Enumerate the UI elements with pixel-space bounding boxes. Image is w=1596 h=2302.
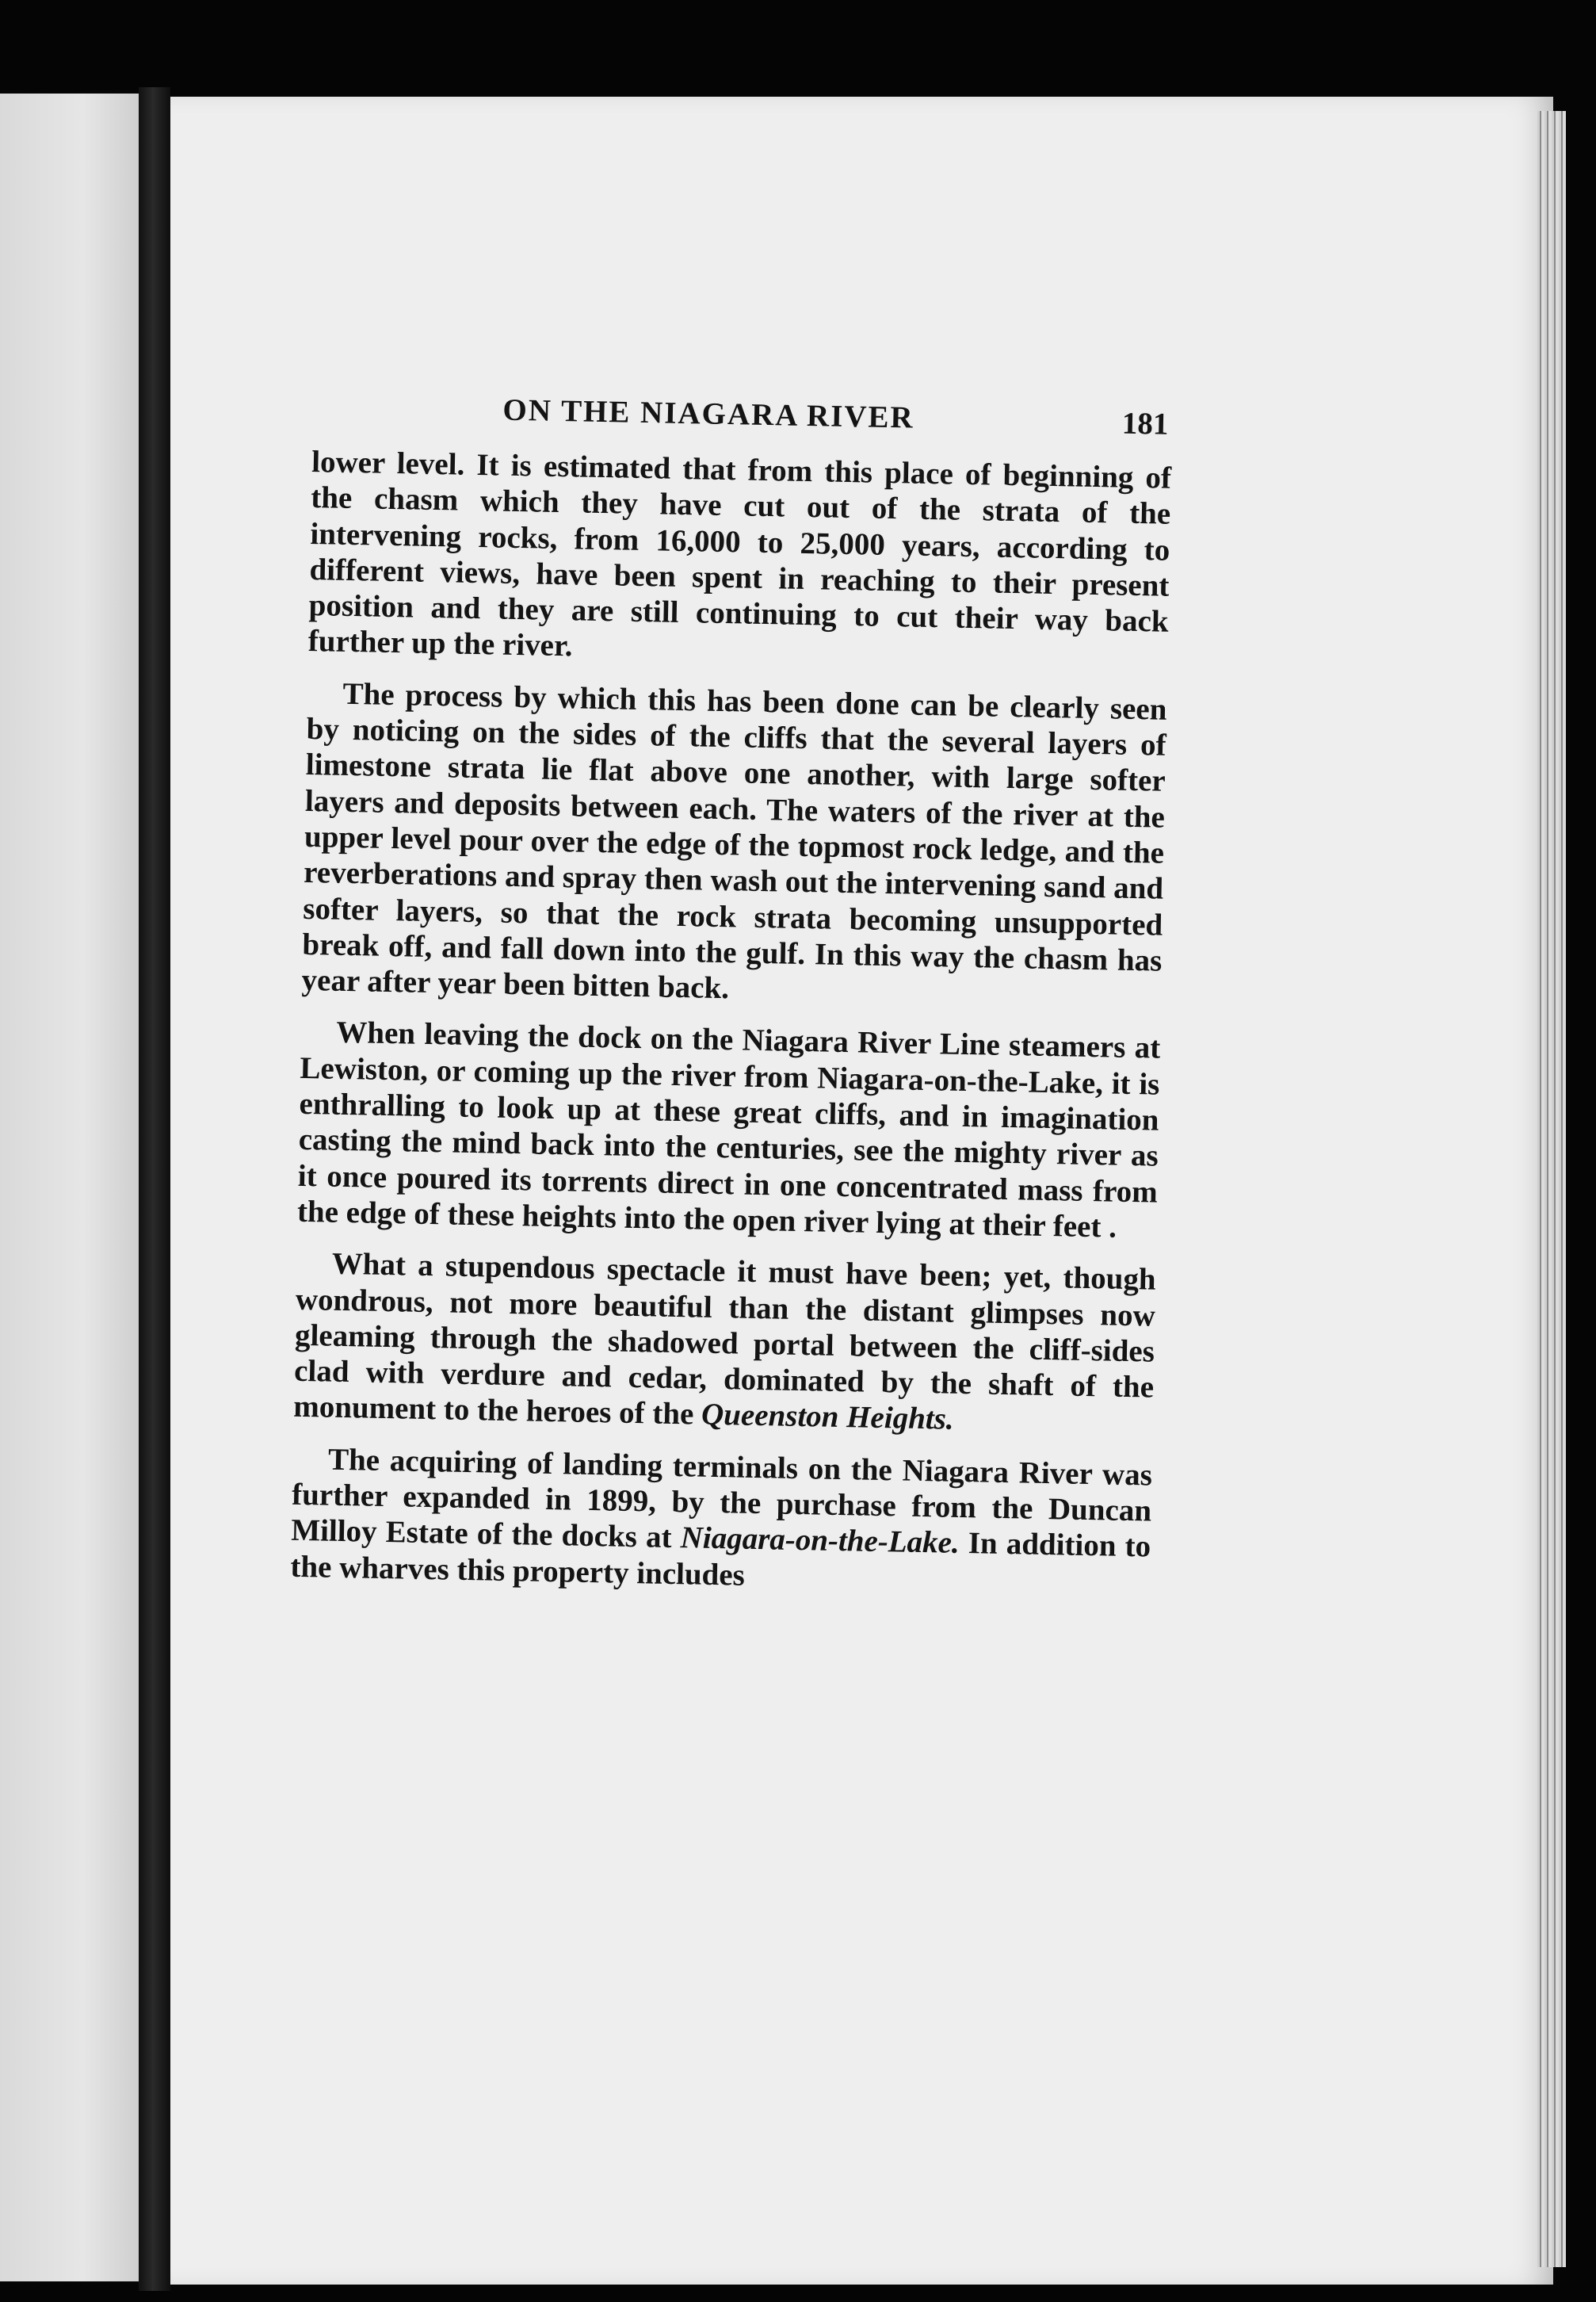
paragraph-5-tail: In addition to the wharves this property includes — [290, 1526, 1151, 1593]
paragraph-4-text: What a stupendous spectacle it must have been; yet, though wondrous, not more beautiful than the distant glimpses now gleaming through the shadowed portal between the cliff-sides clad with verdure and cedar, dominated by the shaft of the monument to the heroes of the — [292, 1246, 1157, 1432]
page-stack-edge — [1537, 111, 1566, 2267]
page-text — [290, 388, 1173, 1616]
paragraph-4-italic: Queenston Heights. — [701, 1398, 955, 1437]
paragraph-1: lower level. It is estimated that from this place of beginning of the chasm which they have cut out of the strata of the intervening rocks, from 16,000 to 25,000 years, according to different views, have been spent in reaching to their present position and they are still continuing to cut their way back further up the river. — [307, 444, 1172, 663]
paragraph-4 — [293, 1245, 1156, 1441]
facing-page-edge — [0, 94, 139, 2281]
paragraph-5 — [290, 1440, 1152, 1600]
book-gutter — [139, 87, 170, 2291]
running-head: ON THE NIAGARA RIVER — [502, 392, 915, 435]
paragraph-5-italic: Niagara-on-the-Lake. — [680, 1520, 960, 1561]
paragraph-2: The process by which this has been done can be clearly seen by noticing on the sides of the cliffs that the several layers of limestone strata lie flat above one another, with large softer layers and deposits between each. The waters of the river at the upper level pour over the edge of the topmost rock ledge, and the reverberations and spray then wash out the intervening sand and softer layers, so that the rock strata becoming unsupported break off, and fall down into the gulf. In this way the chasm has year after year been bitten back. — [301, 676, 1167, 1006]
paragraph-3: When leaving the dock on the Niagara River Line steamers at Lewiston, or coming up the river from Niagara-on-the-Lake, it is enthralling to look up at these great cliffs, and in imagination casting the mind back into the centuries, see the mighty river as it once poured its torrents direct in one concentrated mass from the edge of these heights into the open river lying at their feet . — [296, 1015, 1161, 1245]
paragraph-5-text: The acquiring of landing terminals on the Niagara River was further expanded in 1899, by the purchase from the Duncan Milloy Estate of the docks at — [290, 1442, 1153, 1555]
page-number: 181 — [1121, 406, 1169, 442]
